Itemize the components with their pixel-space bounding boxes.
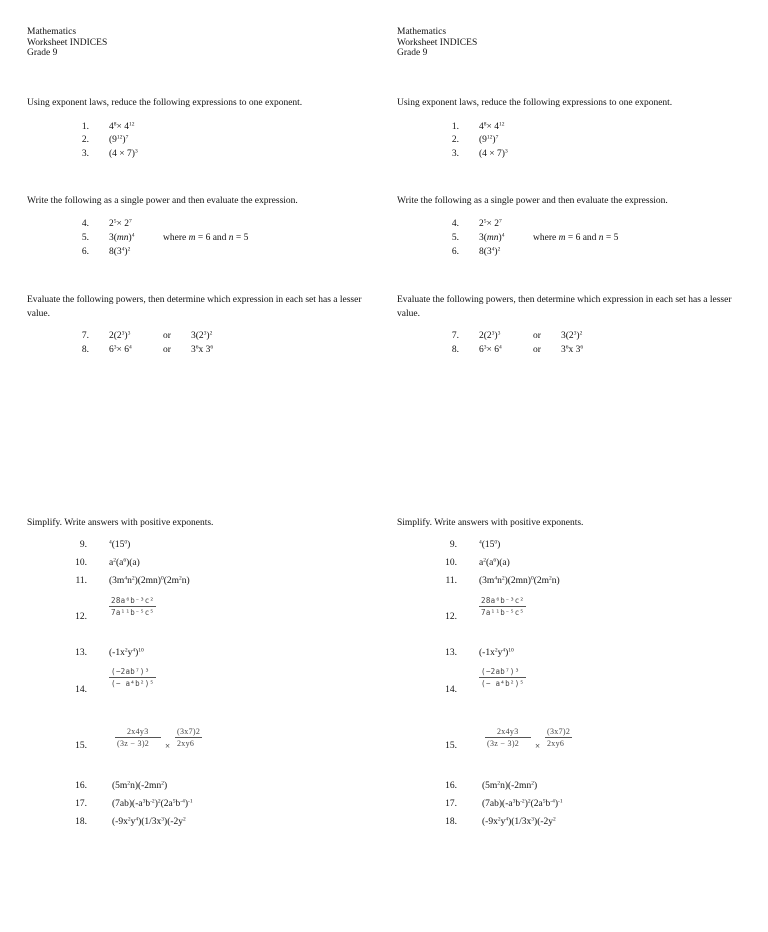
question-number: 10. xyxy=(445,558,457,568)
question-number: 9. xyxy=(449,540,457,550)
worksheet-title: Worksheet INDICES xyxy=(27,37,108,48)
question-expression: $^4(15^0)$ xyxy=(479,539,501,550)
question-expression: $(5m^2n)(-2mn^2)$ xyxy=(482,780,538,791)
question-expression: $3^6x$ $3^6$ xyxy=(561,344,584,355)
worksheet-column-left xyxy=(27,0,397,932)
question-expression: 3(mn)$^4$ xyxy=(109,232,135,243)
section-instructions-1: Using exponent laws, reduce the following expressions to one exponent. xyxy=(397,98,673,108)
fraction-numerator: (−2ab⁷)³ xyxy=(479,666,526,678)
question-number: 9. xyxy=(79,540,87,550)
question-expression: $^4(15^0)$ xyxy=(109,539,131,550)
question-expression: $(7ab)(-a^3b^{-2})^2(2a^5b^{-4})^{-1}$ xyxy=(482,798,563,809)
section-instructions-2: Write the following as a single power and then evaluate the expression. xyxy=(27,196,298,206)
fraction-denominator: (− a⁴b²)⁵ xyxy=(481,679,525,688)
worksheet-column-right xyxy=(397,0,767,932)
question-number: 4. xyxy=(81,219,89,229)
question-number: 8. xyxy=(451,345,459,355)
question-expression: $(3m^4n^2)(2mn)^0(2m^2n)$ xyxy=(479,575,560,586)
section-instructions-1: Using exponent laws, reduce the following expressions to one exponent. xyxy=(27,98,303,108)
question-condition: where m = 6 and n = 5 xyxy=(533,233,619,243)
question-expression: $6^3\times 6^4$ xyxy=(479,344,502,355)
question-number: 13. xyxy=(445,648,457,658)
fraction-denominator: 7a¹¹b⁻⁵c⁵ xyxy=(481,608,525,617)
worksheet-header xyxy=(397,27,477,59)
question-expression: $6^3\times 6^4$ xyxy=(109,344,132,355)
subject-label: Mathematics xyxy=(397,27,447,37)
fraction-expression xyxy=(109,595,156,618)
question-number: 17. xyxy=(445,799,457,809)
fraction-numerator: (3x7)2 xyxy=(177,727,201,736)
fraction-numerator: (3x7)2 xyxy=(547,727,571,736)
question-expression: $(-9x^2y^4)(1/3x^3)(-2y^2$ xyxy=(482,816,556,827)
section-instructions-3: Evaluate the following powers, then determine which expression in each set has a lesser value. xyxy=(397,295,732,319)
question-number: 3. xyxy=(81,149,89,159)
fraction-expression xyxy=(115,726,161,749)
section-instructions-3: Evaluate the following powers, then determine which expression in each set has a lesser value. xyxy=(27,295,362,319)
fraction-expression xyxy=(109,666,156,689)
worksheet-header xyxy=(27,27,107,59)
fraction-denominator: (− a⁴b²)⁵ xyxy=(111,679,155,688)
question-expression: $(3m^4n^2)(2mn)^0(2m^2n)$ xyxy=(109,575,190,586)
question-number: 12. xyxy=(445,612,457,622)
question-number: 11. xyxy=(445,576,457,586)
question-number: 2. xyxy=(451,135,459,145)
question-expression: $(4 \times 7)^3$ xyxy=(109,148,138,159)
question-number: 11. xyxy=(75,576,87,586)
question-number: 4. xyxy=(451,219,459,229)
question-number: 13. xyxy=(75,648,87,658)
question-expression: 3(mn)$^4$ xyxy=(479,232,505,243)
fraction-denominator: (3z − 3)2 xyxy=(487,739,520,748)
question-expression: $a^2(a^6)(a)$ xyxy=(479,557,510,568)
question-expression: $8(3^4)^2$ xyxy=(109,246,131,257)
fraction-denominator: 2xy6 xyxy=(177,739,195,748)
question-expression: $4^8\times 4^{12}$ xyxy=(109,121,135,132)
question-expression: $3^6x$ $3^6$ xyxy=(191,344,214,355)
question-number: 6. xyxy=(451,247,459,257)
question-number: 6. xyxy=(81,247,89,257)
question-expression: $2^5\times 2^7$ xyxy=(109,218,132,229)
question-expression: $2(2^3)^3$ xyxy=(109,330,131,341)
question-number: 1. xyxy=(81,122,89,132)
fraction-expression xyxy=(479,595,526,618)
question-expression: $(9^{12})^7$ xyxy=(479,134,499,145)
question-number: 10. xyxy=(75,558,87,568)
grade-label: Grade 9 xyxy=(397,48,428,58)
fraction-denominator: (3z − 3)2 xyxy=(117,739,150,748)
question-number: 16. xyxy=(445,781,457,791)
fraction-expression xyxy=(485,726,531,749)
question-expression: $(-1x^2y^4)^{10}$ xyxy=(479,647,514,658)
question-number: 14. xyxy=(75,685,87,695)
or-label: or xyxy=(533,345,541,355)
fraction-numerator: 2x4y3 xyxy=(485,726,531,738)
subject-label: Mathematics xyxy=(27,27,77,37)
question-expression: $(-1x^2y^4)^{10}$ xyxy=(109,647,144,658)
question-expression: $a^2(a^6)(a)$ xyxy=(109,557,140,568)
question-number: 5. xyxy=(81,233,89,243)
question-number: 18. xyxy=(75,817,87,827)
question-expression: $8(3^4)^2$ xyxy=(479,246,501,257)
worksheet-title: Worksheet INDICES xyxy=(397,37,478,48)
fraction-denominator: 2xy6 xyxy=(547,739,565,748)
or-label: or xyxy=(163,331,171,341)
multiply-sign: × xyxy=(165,741,171,751)
question-expression: $(7ab)(-a^3b^{-2})^2(2a^5b^{-4})^{-1}$ xyxy=(112,798,193,809)
question-number: 7. xyxy=(81,331,89,341)
section-instructions-4: Simplify. Write answers with positive exponents. xyxy=(27,518,214,528)
or-label: or xyxy=(533,331,541,341)
question-expression: $(4 \times 7)^3$ xyxy=(479,148,508,159)
question-number: 7. xyxy=(451,331,459,341)
fraction-expression xyxy=(479,666,526,689)
question-expression: $3(2^3)^2$ xyxy=(561,330,583,341)
question-number: 17. xyxy=(75,799,87,809)
or-label: or xyxy=(163,345,171,355)
question-expression: $(5m^2n)(-2mn^2)$ xyxy=(112,780,168,791)
question-number: 5. xyxy=(451,233,459,243)
question-number: 16. xyxy=(75,781,87,791)
question-expression: $2^5\times 2^7$ xyxy=(479,218,502,229)
fraction-expression xyxy=(175,726,202,749)
question-number: 8. xyxy=(81,345,89,355)
question-number: 2. xyxy=(81,135,89,145)
fraction-numerator: 28a⁶b⁻³c² xyxy=(481,596,525,605)
fraction-denominator: 7a¹¹b⁻⁵c⁵ xyxy=(111,608,155,617)
question-number: 15. xyxy=(75,741,87,751)
question-expression: $4^8\times 4^{12}$ xyxy=(479,121,505,132)
multiply-sign: × xyxy=(535,741,541,751)
fraction-numerator: 28a⁶b⁻³c² xyxy=(111,596,155,605)
question-number: 15. xyxy=(445,741,457,751)
question-expression: $(-9x^2y^4)(1/3x^3)(-2y^2$ xyxy=(112,816,186,827)
fraction-numerator: (−2ab⁷)³ xyxy=(109,666,156,678)
question-expression: $3(2^3)^2$ xyxy=(191,330,213,341)
section-instructions-4: Simplify. Write answers with positive exponents. xyxy=(397,518,584,528)
fraction-numerator: 2x4y3 xyxy=(115,726,161,738)
question-number: 14. xyxy=(445,685,457,695)
section-instructions-2: Write the following as a single power and then evaluate the expression. xyxy=(397,196,668,206)
question-expression: $2(2^3)^3$ xyxy=(479,330,501,341)
question-number: 3. xyxy=(451,149,459,159)
fraction-expression xyxy=(545,726,572,749)
question-number: 1. xyxy=(451,122,459,132)
question-number: 12. xyxy=(75,612,87,622)
grade-label: Grade 9 xyxy=(27,48,58,58)
question-condition: where m = 6 and n = 5 xyxy=(163,233,249,243)
question-number: 18. xyxy=(445,817,457,827)
question-expression: $(9^{12})^7$ xyxy=(109,134,129,145)
